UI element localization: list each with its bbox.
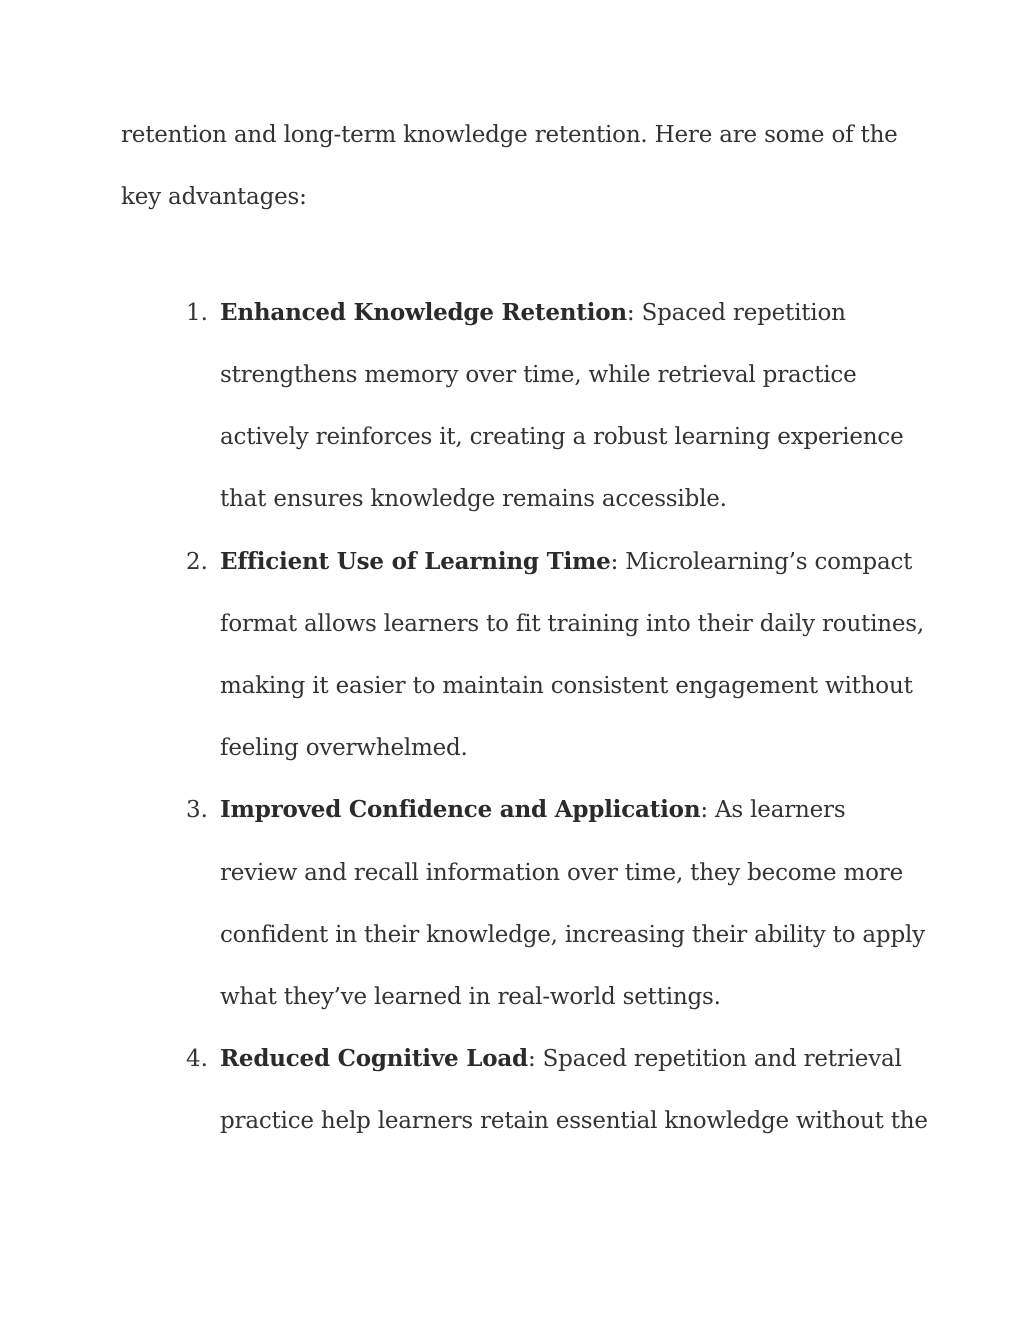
list-item-first-line bbox=[220, 795, 845, 825]
list-item-text: feeling overwhelmed. bbox=[220, 735, 468, 761]
list-item-title: Enhanced Knowledge Retention bbox=[220, 299, 627, 326]
list-item-text: review and recall information over time, they become more bbox=[220, 860, 903, 886]
list-item-first-line bbox=[220, 298, 846, 328]
list-item-text: : Microlearning’s compact bbox=[610, 549, 913, 575]
list-item-title: Efficient Use of Learning Time bbox=[220, 548, 611, 575]
list-item-text: practice help learners retain essential knowledge without the bbox=[220, 1108, 928, 1134]
list-item-text: : Spaced repetition and retrieval bbox=[527, 1046, 902, 1072]
list-item-first-line bbox=[220, 547, 912, 577]
list-item-text: making it easier to maintain consistent engagement without bbox=[220, 673, 913, 699]
list-item-text: confident in their knowledge, increasing their ability to apply bbox=[220, 922, 925, 948]
list-item-title: Improved Confidence and Application bbox=[220, 796, 701, 823]
list-item-text: : Spaced repetition bbox=[626, 300, 846, 326]
list-item-number: 4. bbox=[186, 1046, 208, 1072]
intro-line-2: key advantages: bbox=[121, 184, 307, 210]
list-item-number: 1. bbox=[186, 300, 208, 326]
list-item-first-line bbox=[220, 1044, 902, 1074]
list-item-text: : As learners bbox=[700, 797, 846, 823]
list-item-number: 3. bbox=[186, 797, 208, 823]
list-item-number: 2. bbox=[186, 549, 208, 575]
list-item-text: what they’ve learned in real-world settings. bbox=[220, 984, 721, 1010]
list-item-title: Reduced Cognitive Load bbox=[220, 1045, 528, 1072]
list-item-text: strengthens memory over time, while retrieval practice bbox=[220, 362, 857, 388]
intro-line-1: retention and long-term knowledge retention. Here are some of the bbox=[121, 122, 898, 148]
list-item-text: format allows learners to fit training into their daily routines, bbox=[220, 611, 924, 637]
list-item-text: that ensures knowledge remains accessible. bbox=[220, 486, 727, 512]
list-item-text: actively reinforces it, creating a robust learning experience bbox=[220, 424, 904, 450]
